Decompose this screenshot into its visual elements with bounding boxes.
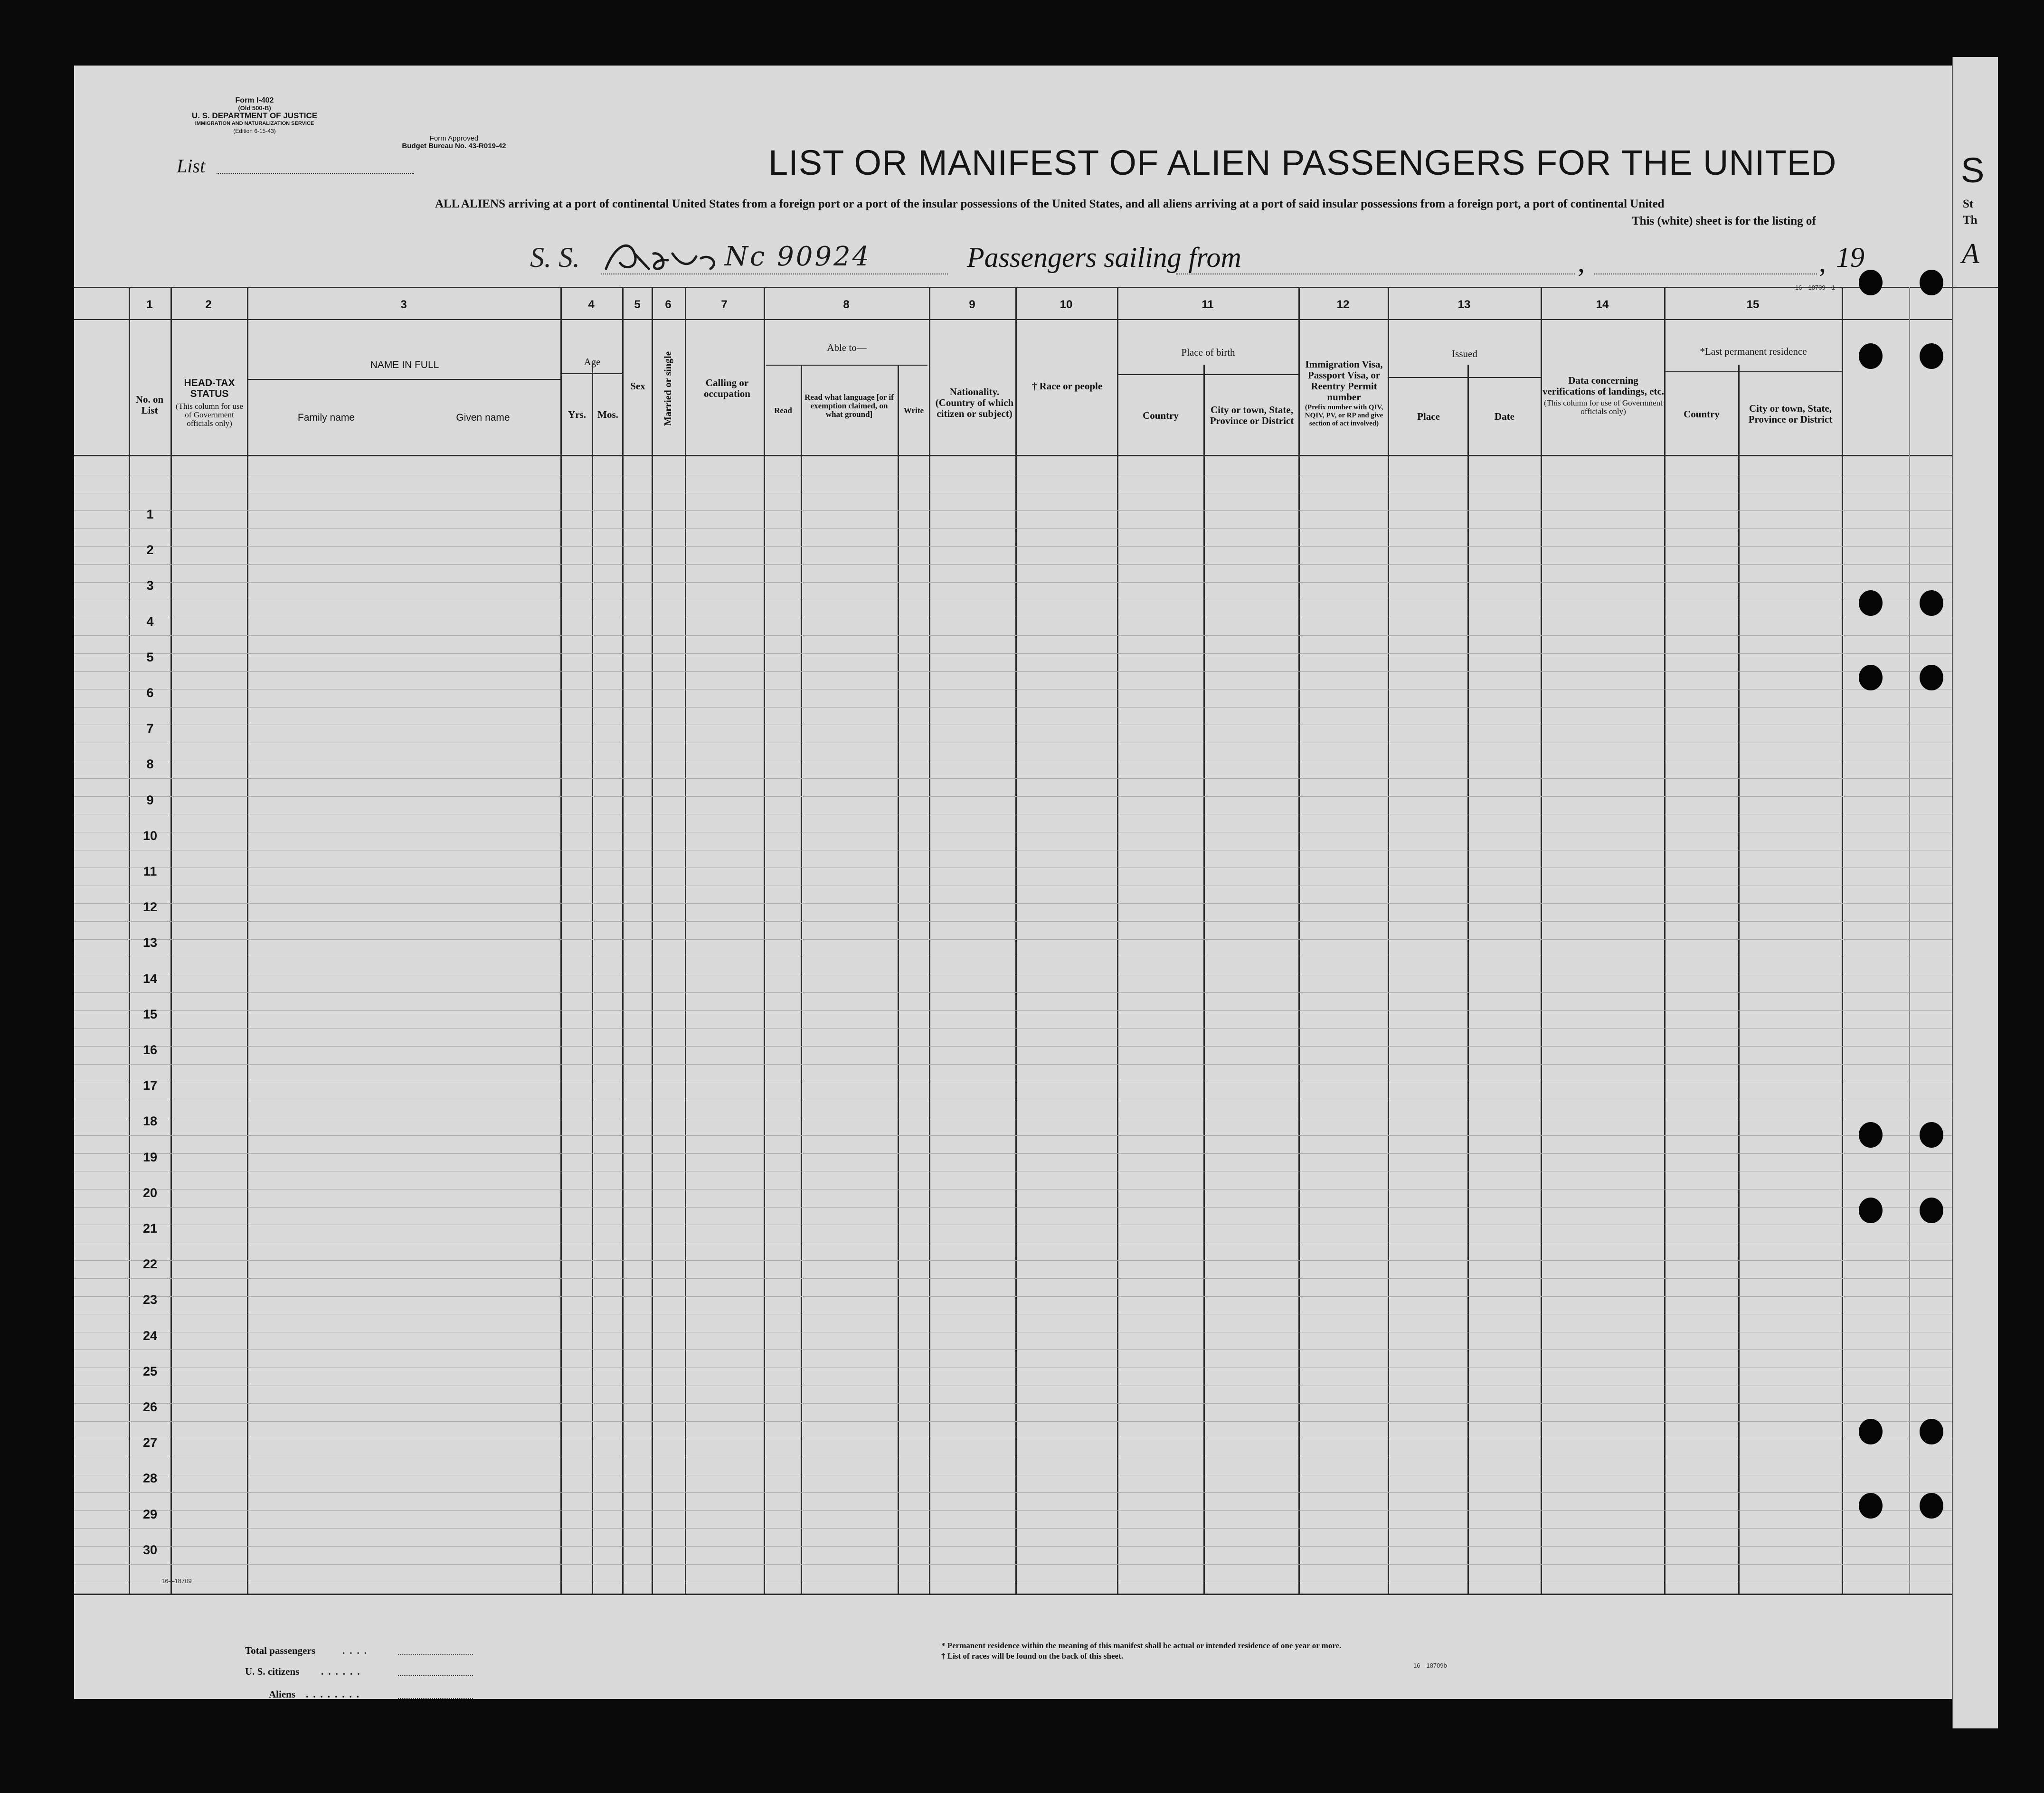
column-line	[622, 287, 624, 1594]
col-yrs: Yrs.	[568, 408, 586, 420]
row-rule	[74, 796, 1993, 797]
ship-number: Nc 90924	[725, 241, 871, 272]
ship-signature-scribble	[601, 239, 725, 277]
row-rule	[74, 528, 1993, 529]
row-rule	[74, 671, 1993, 672]
row-rule	[74, 1421, 1993, 1422]
row-rule	[74, 1260, 1993, 1261]
manifest-sheet	[74, 66, 1993, 1699]
column-number: 5	[634, 298, 641, 311]
table-header-rule-1	[74, 319, 1993, 320]
row-number: 14	[142, 971, 158, 986]
row-number: 17	[142, 1078, 158, 1093]
column-line	[1117, 287, 1118, 1594]
column-number: 10	[1060, 298, 1073, 311]
punch-hole	[1859, 665, 1883, 690]
column-line	[801, 365, 802, 1594]
row-number: 21	[142, 1221, 158, 1236]
total-passengers-line	[398, 1654, 473, 1655]
col-calling: Calling or occupation	[703, 377, 750, 399]
column-line	[898, 365, 899, 1594]
punch-hole	[1859, 1198, 1883, 1223]
department: U. S. DEPARTMENT OF JUSTICE	[191, 111, 318, 120]
row-rule	[74, 1528, 1993, 1529]
column-line	[652, 287, 653, 1594]
col-race: † Race or people	[1031, 380, 1103, 392]
col-birth-city: City or town, State, Province or District	[1210, 404, 1294, 426]
row-number: 13	[142, 935, 158, 950]
list-label: List	[177, 155, 206, 177]
visa-note: (Prefix number with QIV, NQIV, PV, or RP and give section of act involved)	[1305, 403, 1383, 427]
row-number: 26	[142, 1400, 158, 1414]
row-rule	[74, 1349, 1993, 1350]
row-number: 25	[142, 1364, 158, 1378]
punch-hole	[1920, 270, 1943, 295]
col-res-city: City or town, State, Province or District	[1748, 403, 1833, 425]
column-line	[170, 287, 172, 1594]
row-rule	[74, 1403, 1993, 1404]
col-name-in-full: NAME IN FULL	[370, 359, 439, 370]
row-number: 4	[146, 614, 154, 629]
column-number: 14	[1596, 298, 1609, 311]
column-line	[592, 365, 593, 1594]
footnote-residence: * Permanent residence within the meaning of this manifest shall be actual or intended residence of one year or more.	[941, 1641, 1342, 1650]
col-mos: Mos.	[597, 408, 618, 420]
row-number: 20	[142, 1185, 158, 1200]
edition: (Edition 6-15-43)	[233, 128, 276, 134]
form-approval	[373, 135, 535, 150]
column-line	[1015, 287, 1017, 1594]
punch-hole	[1859, 1493, 1883, 1519]
row-rule	[74, 778, 1993, 779]
col-read-language: Read what language [or if exemption claimed, on what ground]	[804, 393, 894, 419]
col-issued-date: Date	[1495, 410, 1514, 422]
birth-sub-rule	[1118, 374, 1298, 375]
landings-title: Data concerning verifications of landings, etc.	[1542, 375, 1665, 397]
adjoining-letters-th: Th	[1963, 214, 1978, 226]
punch-hole	[1920, 343, 1943, 369]
row-number: 18	[142, 1114, 158, 1129]
column-number: 8	[843, 298, 850, 311]
service: IMMIGRATION AND NATURALIZATION SERVICE	[195, 121, 314, 126]
row-rule	[74, 921, 1993, 922]
row-number: 27	[142, 1435, 158, 1450]
column-line	[1664, 287, 1665, 1594]
row-rule	[74, 1546, 1993, 1547]
row-number: 30	[142, 1542, 158, 1557]
row-rule	[74, 939, 1993, 940]
punch-hole	[1920, 665, 1943, 690]
punch-hole	[1920, 590, 1943, 616]
column-number: 3	[400, 298, 407, 311]
column-line	[1203, 365, 1205, 1594]
column-number: 13	[1457, 298, 1471, 311]
row-number: 6	[146, 686, 154, 700]
row-rule	[74, 1492, 1993, 1493]
footnote-print-code: 16—18709b	[1413, 1662, 1447, 1669]
column-line	[929, 287, 930, 1594]
column-line	[247, 287, 248, 1594]
row-rule	[74, 653, 1993, 654]
col-place-of-birth: Place of birth	[1181, 346, 1235, 358]
row-rule	[74, 903, 1993, 904]
col-birth-country: Country	[1143, 409, 1179, 421]
row-rule	[74, 707, 1993, 708]
table-top-rule	[74, 287, 1993, 288]
column-number: 12	[1336, 298, 1350, 311]
row-number: 22	[142, 1257, 158, 1272]
col-landings	[1542, 336, 1665, 455]
list-number-line	[217, 173, 414, 174]
col-last-residence: *Last permanent residence	[1700, 345, 1807, 357]
column-line	[1541, 287, 1542, 1594]
col-able-to: Able to—	[827, 341, 867, 353]
row-number: 7	[146, 721, 154, 736]
head-tax-title: HEAD-TAX STATUS	[184, 377, 235, 399]
budget-bureau: Budget Bureau No. 43-R019-42	[402, 142, 506, 150]
column-line	[129, 287, 130, 1594]
row-number: 8	[146, 757, 154, 772]
us-citizens-line	[398, 1675, 473, 1676]
sailing-comma-2: ,	[1819, 246, 1826, 278]
punch-hole	[1859, 1122, 1883, 1148]
adjoining-letter-s: S	[1961, 151, 1985, 190]
sailing-label: Passengers sailing from	[967, 242, 1241, 273]
ship-prefix: S. S.	[530, 242, 580, 273]
row-rule	[74, 1207, 1993, 1208]
aliens-label: Aliens	[269, 1689, 296, 1699]
col-age: Age	[584, 356, 601, 368]
column-number: 15	[1746, 298, 1760, 311]
landings-note: (This column for use of Government officials only)	[1544, 398, 1663, 416]
table-header-rule-2	[74, 455, 1993, 456]
punch-hole	[1859, 270, 1883, 295]
head-tax-note: (This column for use of Government officials only)	[175, 402, 244, 428]
form-header	[155, 97, 354, 135]
column-number: 9	[969, 298, 975, 311]
column-number: 11	[1202, 298, 1214, 311]
column-line	[560, 287, 562, 1594]
punch-hole	[1920, 1493, 1943, 1519]
row-number: 12	[142, 900, 158, 915]
row-number: 28	[142, 1471, 158, 1486]
row-number: 29	[142, 1507, 158, 1521]
row-rule	[74, 1510, 1993, 1511]
row-number: 9	[146, 793, 154, 807]
form-approved: Form Approved	[429, 134, 479, 142]
adjoining-letter-a: A	[1962, 238, 1979, 269]
sailing-comma: ,	[1578, 246, 1585, 278]
visa-title: Immigration Visa, Passport Visa, or Reentry Permit number	[1305, 358, 1383, 403]
col-issued: Issued	[1452, 348, 1477, 359]
col-write: Write	[903, 406, 924, 415]
row-number: 16	[142, 1043, 158, 1057]
row-rule	[74, 582, 1993, 583]
column-line	[1738, 365, 1740, 1594]
row-rule	[74, 1564, 1993, 1565]
column-line	[1909, 287, 1910, 1594]
row-number: 5	[146, 650, 154, 664]
col-visa	[1299, 331, 1389, 455]
aliens-dots: ........	[306, 1689, 364, 1699]
column-number: 4	[588, 298, 595, 311]
column-number: 2	[205, 298, 212, 311]
page-title: LIST OR MANIFEST OF ALIEN PASSENGERS FOR THE UNITED	[768, 143, 1837, 182]
row-rule	[74, 564, 1993, 565]
column-line	[685, 287, 686, 1594]
row-rule	[74, 1153, 1993, 1154]
row-rule	[74, 1064, 1993, 1065]
col-res-country: Country	[1684, 408, 1720, 420]
row-rule	[74, 1046, 1993, 1047]
total-passengers-label: Total passengers	[245, 1645, 315, 1656]
col-no-on-list: No. on List	[135, 394, 164, 416]
residence-sub-rule	[1665, 371, 1842, 372]
punch-hole	[1859, 1419, 1883, 1444]
row-rule	[74, 1278, 1993, 1279]
us-citizens-dots: ......	[321, 1666, 365, 1677]
col-nationality: Nationality. (Country of which citizen or subject)	[935, 386, 1014, 419]
column-number: 7	[721, 298, 728, 311]
adjoining-sheet-edge	[1952, 57, 1998, 1728]
column-number: 6	[665, 298, 672, 311]
row-number: 11	[143, 864, 157, 878]
col-read: Read	[774, 406, 792, 415]
row-rule	[74, 1010, 1993, 1011]
punch-hole	[1920, 1122, 1943, 1148]
row-number: 3	[146, 578, 154, 593]
aliens-line	[398, 1698, 473, 1699]
row-rule	[74, 1296, 1993, 1297]
col-family-name: Family name	[297, 412, 355, 423]
punch-hole	[1920, 1419, 1943, 1444]
column-line	[1388, 287, 1389, 1594]
column-line	[1467, 365, 1469, 1594]
year-prefix: 19	[1836, 242, 1864, 273]
ship-name-handwritten	[601, 239, 948, 277]
form-sub: (Old 500-B)	[238, 104, 271, 112]
married-label: Married or single	[662, 351, 674, 426]
column-line	[1298, 287, 1300, 1594]
row-number: 2	[146, 543, 154, 557]
punch-hole	[1859, 343, 1883, 369]
column-line	[764, 287, 765, 1594]
row-number: 1	[146, 507, 154, 521]
adjoining-sheet-rule	[1953, 287, 1998, 288]
row-number: 10	[142, 828, 158, 843]
punch-hole	[1859, 590, 1883, 616]
row-number: 15	[142, 1007, 158, 1021]
page-subtitle-2: This (white) sheet is for the listing of	[1632, 215, 1816, 227]
column-number: 1	[146, 298, 153, 311]
page-subtitle: ALL ALIENS arriving at a port of continental United States from a foreign port or a port of the insular possessions of the United States, and all aliens arriving at a port of said insular possessions from a foreign port, a port of continental United	[435, 198, 1665, 210]
col-married	[653, 322, 684, 455]
row-number: 19	[142, 1150, 158, 1164]
col-sex: Sex	[630, 380, 645, 392]
us-citizens-label: U. S. citizens	[245, 1666, 300, 1677]
punch-hole	[1920, 1198, 1943, 1223]
footnote-races: † List of races will be found on the back of this sheet.	[941, 1651, 1123, 1661]
bottom-print-code: 16—18709	[161, 1577, 192, 1585]
col-issued-place: Place	[1417, 410, 1440, 422]
row-number: 24	[142, 1328, 158, 1343]
row-rule	[74, 635, 1993, 636]
col-given-name: Given name	[456, 412, 510, 423]
column-line	[1842, 287, 1843, 1594]
total-passengers-dots: ....	[342, 1645, 371, 1656]
row-rule	[74, 546, 1993, 547]
col-head-tax	[172, 350, 247, 455]
row-rule	[74, 992, 1993, 993]
form-number: Form I-402	[235, 96, 274, 104]
adjoining-letters-st: St	[1963, 198, 1974, 210]
row-number: 23	[142, 1293, 158, 1307]
row-rule	[74, 1135, 1993, 1136]
row-rule	[74, 510, 1993, 511]
table-bottom-rule	[74, 1594, 1993, 1595]
